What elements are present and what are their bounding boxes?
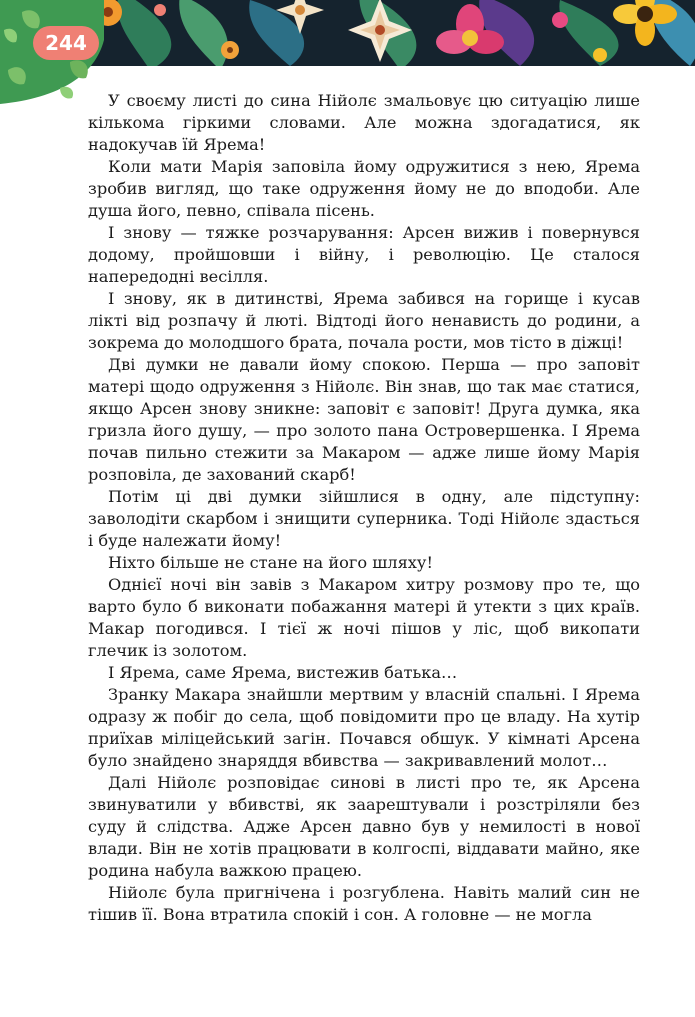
paragraph: І знову — тяжке розчарування: Арсен вижив і повернувся додому, пройшовши і війну, і революцію. Це сталося напередодні весілля. — [88, 223, 640, 286]
article-body — [88, 90, 640, 926]
paragraph: Потім ці дві думки зійшлися в одну, але підступну: заволодіти скарбом і знищити суперника. Тоді Нійолє здасться і буде належати йому! — [88, 487, 640, 550]
paragraph: Ніхто більше не стане на його шляху! — [108, 553, 433, 572]
paragraph: Зранку Макара знайшли мертвим у власній спальні. І Ярема одразу ж побіг до села, щоб повідомити про це владу. На хутір приїхав міліцейський загін. Почався обшук. У кімнаті Арсена було знайдено знаряддя вбивства — закривавлений молот… — [88, 685, 640, 770]
paragraph: І знову, як в дитинстві, Ярема забився на горище і кусав лікті від розпачу й люті. Відтоді його ненависть до родини, а зокрема до молодшого брата, почала рости, мов тісто в діжці! — [88, 289, 640, 352]
paragraph: Далі Нійолє розповідає синові в листі про те, як Арсена звинуватили у вбивстві, як заарештували і розстріляли без суду й слідства. Адже Арсен давно був у немилості в нової влади. Він не хотів працювати в колгоспі, віддавати майно, яке родина набула важкою працею. — [88, 773, 640, 880]
paragraph: Однієї ночі він завів з Макаром хитру розмову про те, що варто було б виконати побажання матері й утекти з цих країв. Макар погодився. І тієї ж ночі пішов у ліс, щоб викопати глечик із золотом. — [88, 575, 640, 660]
paragraph: Нійолє була пригнічена і розгублена. Навіть малий син не тішив її. Вона втратила спокій і сон. А головне — не могла — [88, 883, 640, 924]
paragraph: Коли мати Марія заповіла йому одружитися з нею, Ярема зробив вигляд, що таке одруження йому не до вподоби. Але душа його, певно, співала пісень. — [88, 157, 640, 220]
flowers-illustration — [0, 0, 695, 66]
page-number-badge: 244 — [33, 26, 99, 60]
decorative-header-banner — [0, 0, 695, 66]
paragraph: У своєму листі до сина Нійолє змальовує цю ситуацію лише кількома гіркими словами. Але можна здогадатися, як надокучав їй Ярема! — [88, 91, 640, 154]
paragraph: І Ярема, саме Ярема, вистежив батька… — [108, 663, 458, 682]
paragraph: Дві думки не давали йому спокою. Перша — про заповіт матері щодо одруження з Нійолє. Він знав, що так має статися, якщо Арсен знову зникне: заповіт є заповіт! Друга думка, яка гризла його душу, — про золото пана Островершенка. І Ярема почав пильно стежити за Макаром — адже лише йому Марія розповіла, де захований скарб! — [88, 355, 640, 484]
